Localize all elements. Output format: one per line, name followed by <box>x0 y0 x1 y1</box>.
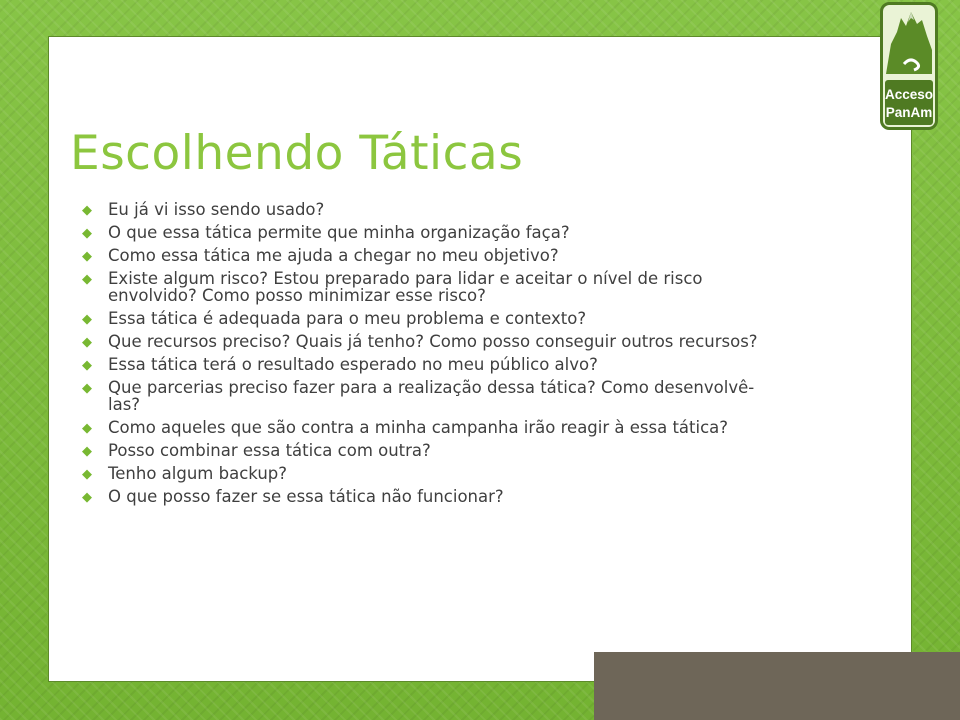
diamond-bullet-icon: ◆ <box>82 490 92 505</box>
bullet-text: O que posso fazer se essa tática não funcionar? <box>108 487 504 506</box>
logo-text-line1: Acceso <box>884 87 934 102</box>
slide-title: Escolhendo Táticas <box>70 126 524 181</box>
bullet-item <box>82 356 782 373</box>
bullet-text: Tenho algum backup? <box>108 464 288 483</box>
bullet-item <box>82 379 782 413</box>
bullet-text: O que essa tática permite que minha organização faça? <box>108 223 570 242</box>
bullet-item <box>82 419 782 436</box>
bullet-text: Como aqueles que são contra a minha campanha irão reagir à essa tática? <box>108 418 729 437</box>
logo-text-line2: PanAm <box>885 105 933 120</box>
diamond-bullet-icon: ◆ <box>82 421 92 436</box>
bullet-text: Essa tática terá o resultado esperado no meu público alvo? <box>108 355 598 374</box>
bullet-item <box>82 465 782 482</box>
footer-block <box>594 652 960 720</box>
diamond-bullet-icon: ◆ <box>82 203 92 218</box>
bullet-item <box>82 224 782 241</box>
bullet-item <box>82 270 782 304</box>
bullet-item <box>82 442 782 459</box>
diamond-bullet-icon: ◆ <box>82 312 92 327</box>
bullet-item <box>82 488 782 505</box>
diamond-bullet-icon: ◆ <box>82 467 92 482</box>
bullet-text: Eu já vi isso sendo usado? <box>108 200 325 219</box>
diamond-bullet-icon: ◆ <box>82 358 92 373</box>
diamond-bullet-icon: ◆ <box>82 444 92 459</box>
bullet-item <box>82 247 782 264</box>
bullet-text: Como essa tática me ajuda a chegar no meu objetivo? <box>108 246 559 265</box>
bullet-list <box>82 201 782 511</box>
bullet-item <box>82 201 782 218</box>
acceso-panam-logo <box>880 2 938 130</box>
bullet-text: Existe algum risco? Estou preparado para lidar e aceitar o nível de risco envolvido? Como posso minimizar esse risco? <box>108 269 703 305</box>
diamond-bullet-icon: ◆ <box>82 335 92 350</box>
bullet-item <box>82 310 782 327</box>
diamond-bullet-icon: ◆ <box>82 226 92 241</box>
mountain-logo-icon <box>880 2 938 130</box>
bullet-item <box>82 333 782 350</box>
bullet-text: Posso combinar essa tática com outra? <box>108 441 431 460</box>
bullet-text: Essa tática é adequada para o meu problema e contexto? <box>108 309 587 328</box>
diamond-bullet-icon: ◆ <box>82 381 92 396</box>
bullet-text: Que recursos preciso? Quais já tenho? Como posso conseguir outros recursos? <box>108 332 758 351</box>
bullet-text: Que parcerias preciso fazer para a realização dessa tática? Como desenvolvê-las? <box>108 378 755 414</box>
diamond-bullet-icon: ◆ <box>82 249 92 264</box>
diamond-bullet-icon: ◆ <box>82 272 92 287</box>
